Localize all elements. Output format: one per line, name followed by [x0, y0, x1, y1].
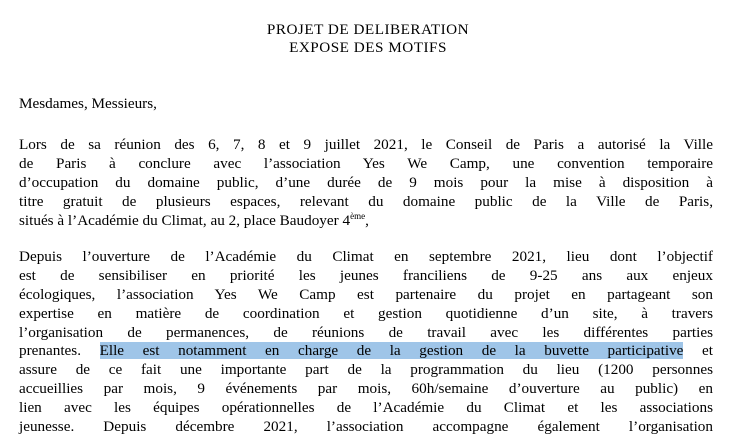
- highlighted-text-selection[interactable]: Elle est notamment en charge de la gestion de la buvette participative: [99, 342, 684, 359]
- paragraph-2-line: l’organisation de permanences, de réunions de travail avec les différentes parties: [19, 324, 713, 341]
- paragraph-2-text: prenantes.: [19, 342, 100, 359]
- paragraph-1-text: situés à l’Académie du Climat, au 2, place Baudoyer 4: [19, 212, 351, 229]
- paragraph-2-line: jeunesse. Depuis décembre 2021, l’association accompagne également l’organisation: [19, 418, 713, 435]
- salutation: Mesdames, Messieurs,: [19, 95, 157, 112]
- ordinal-superscript: ème: [350, 211, 366, 221]
- paragraph-2-text: et: [683, 342, 713, 359]
- paragraph-2-line: expertise en matière de coordination et gestion quotidienne d’un site, à travers: [19, 305, 713, 322]
- paragraph-1-trailing: ,: [365, 212, 369, 229]
- paragraph-1-line: Lors de sa réunion des 6, 7, 8 et 9 juillet 2021, le Conseil de Paris a autorisé la Ville: [19, 136, 713, 153]
- paragraph-1-last-line: [19, 212, 713, 230]
- paragraph-2-highlight-line: [19, 342, 713, 360]
- paragraph-2-line: accueillies par mois, 9 événements par mois, 60h/semaine d’ouverture au public) en: [19, 380, 713, 397]
- paragraph-2-line: assure de ce fait une importante part de la programmation du lieu (1200 personnes: [19, 361, 713, 378]
- document-subtitle: EXPOSE DES MOTIFS: [289, 39, 447, 56]
- paragraph-1-line: d’occupation du domaine public, d’une durée de 9 mois pour la mise à disposition à: [19, 174, 713, 191]
- paragraph-1-line: titre gratuit de plusieurs espaces, relevant du domaine public de la Ville de Paris,: [19, 193, 713, 210]
- paragraph-2-line: lien avec les équipes opérationnelles de l’Académie du Climat et les associations: [19, 399, 713, 416]
- document-title: PROJET DE DELIBERATION: [266, 21, 470, 38]
- paragraph-2-line: est de sensibiliser en priorité les jeunes franciliens de 9-25 ans aux enjeux: [19, 267, 713, 284]
- paragraph-1-line: de Paris à conclure avec l’association Yes We Camp, une convention temporaire: [19, 155, 713, 172]
- paragraph-2-line: écologiques, l’association Yes We Camp est partenaire du projet en partageant son: [19, 286, 713, 303]
- paragraph-2-line: Depuis l’ouverture de l’Académie du Climat en septembre 2021, lieu dont l’objectif: [19, 248, 713, 265]
